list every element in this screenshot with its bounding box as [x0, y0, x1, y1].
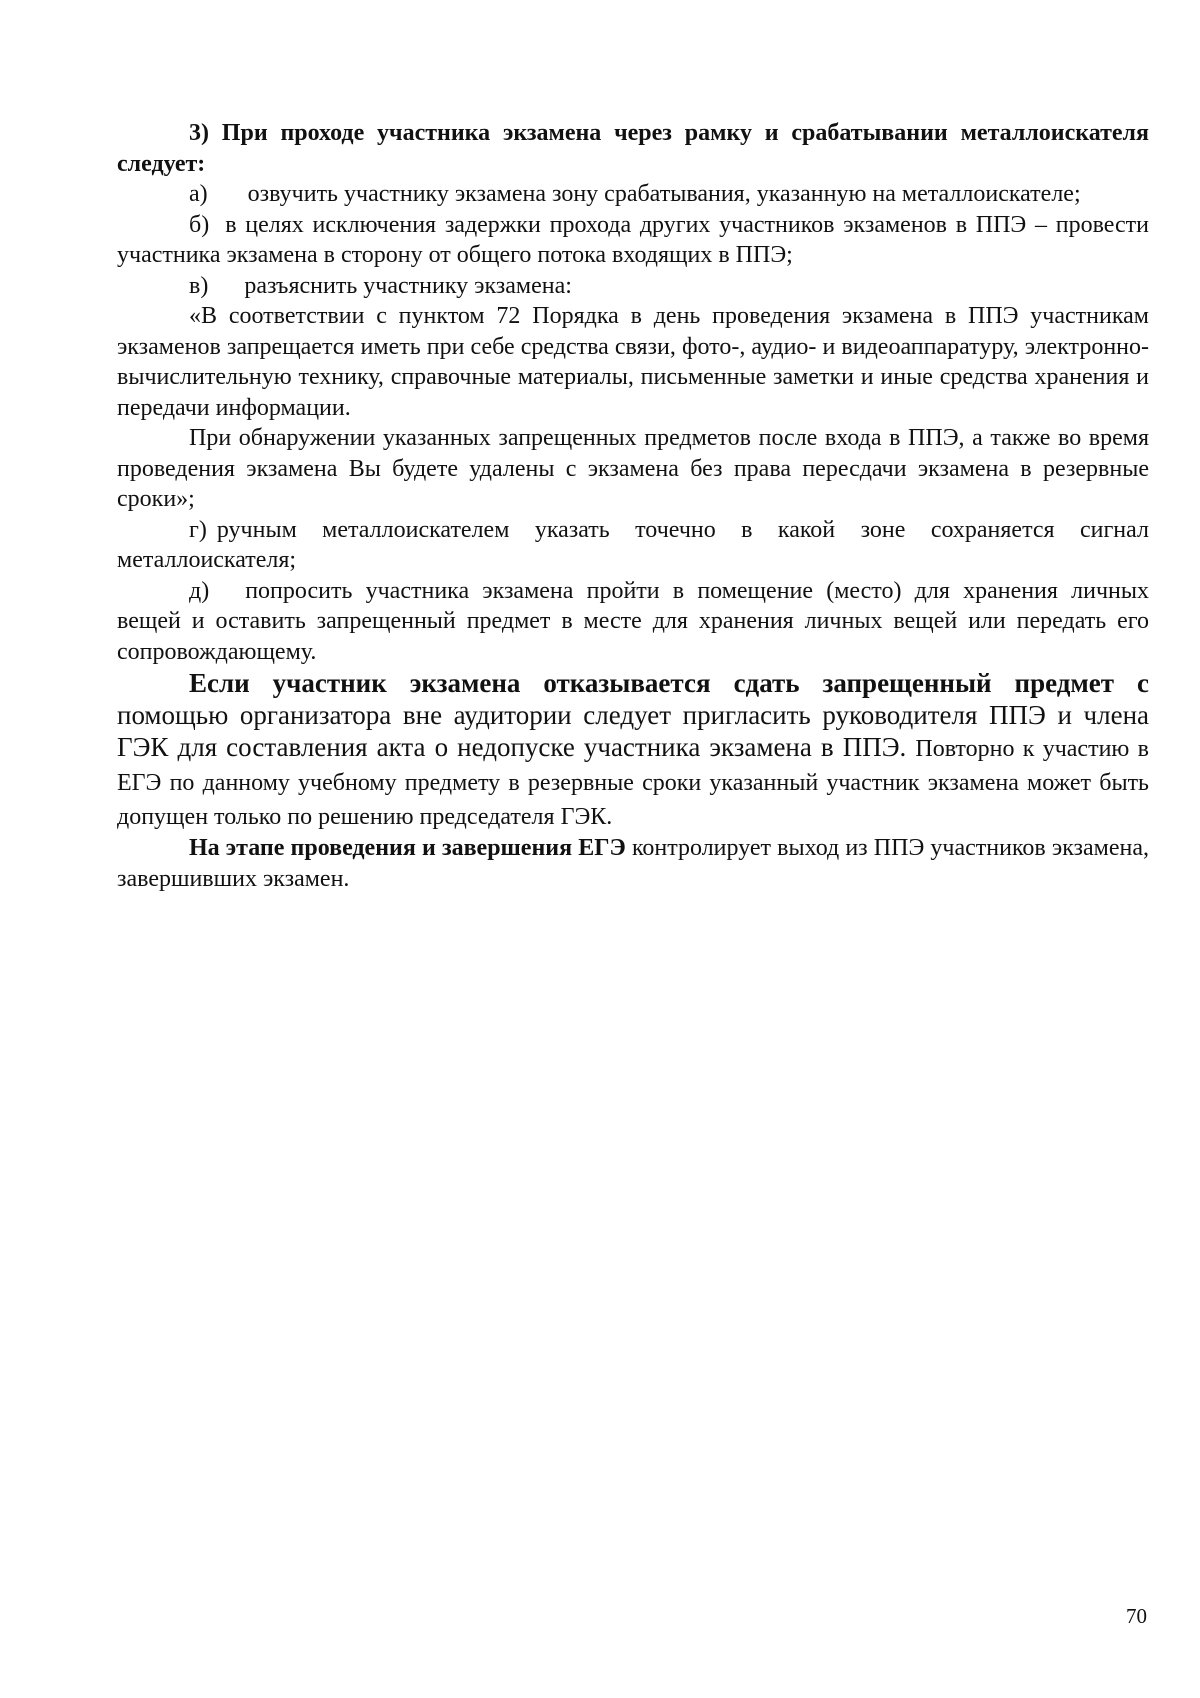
- quote-paragraph-2: При обнаружении указанных запрещенных предметов после входа в ППЭ, а также во время проведения экзамена Вы будете удалены с экзамена без права пересдачи экзамена в резервные сроки»;: [117, 425, 1149, 512]
- item-a-text: озвучить участнику экзамена зону срабатывания, указанную на металлоискателе;: [247, 181, 1081, 207]
- refusal-tail: Повторно к участию в ЕГЭ по данному учебному предмету в резервные сроки указанный участник экзамена может быть допущен только по решению председателя ГЭК.: [117, 736, 1149, 830]
- item-d: [117, 576, 1149, 668]
- item-b: [117, 210, 1149, 271]
- item-b-marker: б): [189, 211, 210, 238]
- item-g-text: ручным металлоискателем указать точечно в какой зоне сохраняется сигнал металлоискателя;: [117, 516, 1149, 573]
- item-g: [117, 515, 1149, 576]
- final-bold-lead: На этапе проведения и завершения ЕГЭ: [189, 835, 626, 861]
- final-paragraph: [117, 833, 1149, 894]
- refusal-paragraph: [117, 667, 1149, 833]
- item-g-marker: г): [189, 516, 207, 543]
- document-body: [117, 118, 1149, 894]
- item-d-marker: д): [189, 577, 210, 604]
- item-d-text: попросить участника экзамена пройти в помещение (место) для хранения личных вещей и оставить запрещенный предмет в месте для хранения личных вещей или передать его сопровождающему.: [117, 577, 1149, 665]
- item-a: [117, 179, 1149, 210]
- item-3-heading: 3) При проходе участника экзамена через рамку и срабатывании металлоискателя следует:: [117, 120, 1149, 177]
- page-number: 70: [1126, 1604, 1147, 1628]
- refusal-bold-lead: Если участник экзамена отказывается сдать запрещенный предмет с: [189, 668, 1149, 698]
- item-v-marker: в): [189, 272, 209, 299]
- item-v-text: разъяснить участнику экзамена:: [244, 272, 572, 299]
- final-text: контролирует выход из ППЭ участников экзамена, завершивших экзамен.: [117, 835, 1150, 892]
- item-a-marker: а): [189, 181, 208, 207]
- quote-paragraph-1: «В соответствии с пунктом 72 Порядка в день проведения экзамена в ППЭ участникам экзаменов запрещается иметь при себе средства связи, фото-, аудио- и видеоаппаратуру, электронно-вычислительную технику, справочные материалы, письменные заметки и иные средства хранения и передачи информации.: [117, 303, 1149, 421]
- refusal-text: помощью организатора вне аудитории следует пригласить руководителя ППЭ и члена ГЭК для составления акта о недопуске участника экзамена в ППЭ.: [117, 700, 1149, 762]
- item-b-text: в целях исключения задержки прохода других участников экзаменов в ППЭ – провести участника экзамена в сторону от общего потока входящих в ППЭ;: [117, 211, 1149, 268]
- item-v: [117, 271, 1149, 302]
